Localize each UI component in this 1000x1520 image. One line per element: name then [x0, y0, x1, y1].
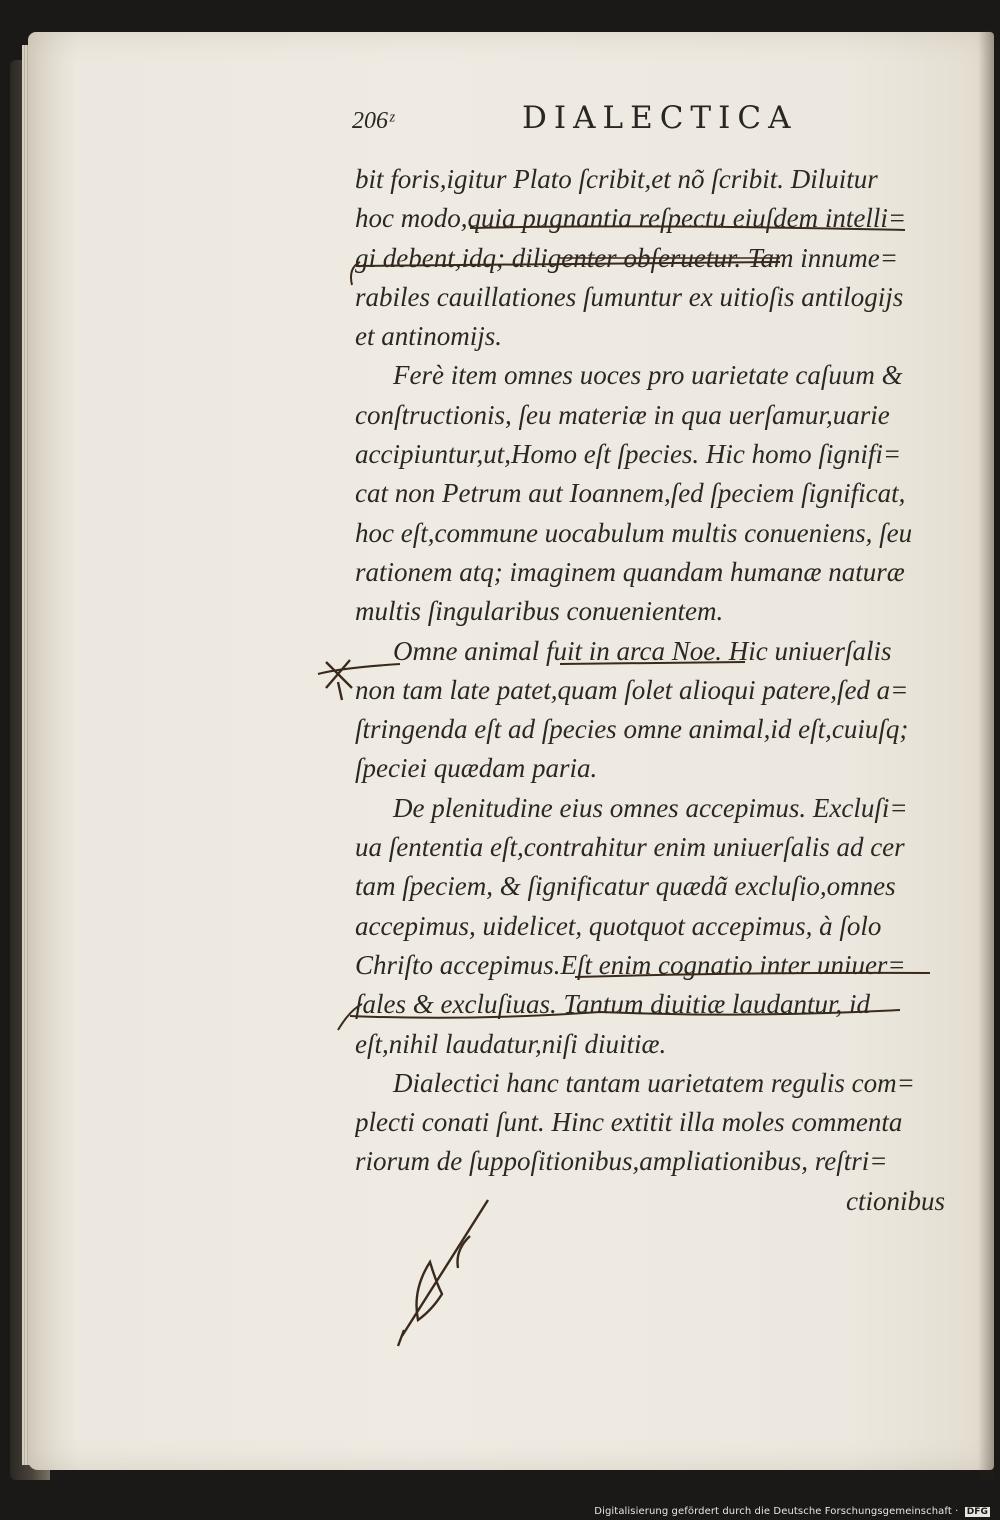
text-line: non tam late patet,quam ſolet alioqui patere,ſed a= — [355, 674, 909, 705]
text-line: Chriſto accepimus.Eſt enim cognatio inter uniuer= — [355, 949, 906, 980]
catchword: ctionibus — [846, 1185, 945, 1216]
text-line: tam ſpeciem, & ſignificatur quædã excluſio,omnes — [355, 871, 896, 902]
text-line: conſtructionis, ſeu materiæ in qua uerſamur,uarie — [355, 399, 890, 430]
body-text — [355, 160, 955, 1221]
text-line: ſtringenda eſt ad ſpecies omne animal,id eſt,cuiuſq; — [355, 714, 909, 745]
text-line: et antinomijs. — [355, 321, 502, 352]
text-line: hoc modo,quia pugnantia reſpectu eiuſdem intelli= — [355, 203, 907, 234]
text-line: eſt,nihil laudatur,niſi diuitiæ. — [355, 1028, 667, 1059]
footer-separator: · — [955, 1506, 959, 1517]
text-line: plecti conati ſunt. Hinc extitit illa moles commenta — [355, 1107, 903, 1138]
running-head — [352, 98, 952, 142]
running-title: DIALECTICA — [522, 100, 798, 136]
text-line: rationem atq; imaginem quandam humanæ naturæ — [355, 556, 905, 587]
text-line: rabiles cauillationes ſumuntur ex uitioſis antilogijs — [355, 281, 904, 312]
text-line: ſales & excluſiuas. Tantum diuitiæ laudantur, id — [355, 989, 871, 1020]
text-line: Omne animal fuit in arca Noe. Hic uniuerſalis — [393, 635, 892, 666]
text-line: ſpeciei quædam paria. — [355, 753, 598, 784]
text-line: gi debent,idq; diligenter obſeruetur. Tam innume= — [355, 242, 898, 273]
text-line: ua ſententia eſt,contrahitur enim uniuerſalis ad cer — [355, 832, 905, 863]
text-line: Dialectici hanc tantam uarietatem regulis com= — [393, 1067, 915, 1098]
text-line: multis ſingularibus conuenientem. — [355, 596, 724, 627]
page-number: 206ᶻ — [352, 108, 394, 134]
text-line: cat non Petrum aut Ioannem,ſed ſpeciem ſignificat, — [355, 478, 906, 509]
text-line: hoc eſt,commune uocabulum multis conueniens, ſeu — [355, 517, 913, 548]
dfg-logo: DFG — [966, 1507, 988, 1517]
spine-shadow — [978, 30, 994, 1480]
footer-credit — [594, 1506, 990, 1517]
text-line: bit foris,igitur Plato ſcribit,et nõ ſcribit. Diluitur — [355, 164, 878, 194]
text-line: accepimus, uidelicet, quotquot accepimus, à ſolo — [355, 910, 882, 941]
footer-text: Digitalisierung gefördert durch die Deutsche Forschungsgemeinschaft — [594, 1506, 952, 1517]
text-line: riorum de ſuppoſitionibus,ampliationibus, reſtri= — [355, 1146, 888, 1177]
text-line: Ferè item omnes uoces pro uarietate caſuum & — [393, 360, 903, 391]
text-line: accipiuntur,ut,Homo eſt ſpecies. Hic homo ſignifi= — [355, 439, 902, 470]
text-line: De plenitudine eius omnes accepimus. Excluſi= — [393, 792, 908, 823]
